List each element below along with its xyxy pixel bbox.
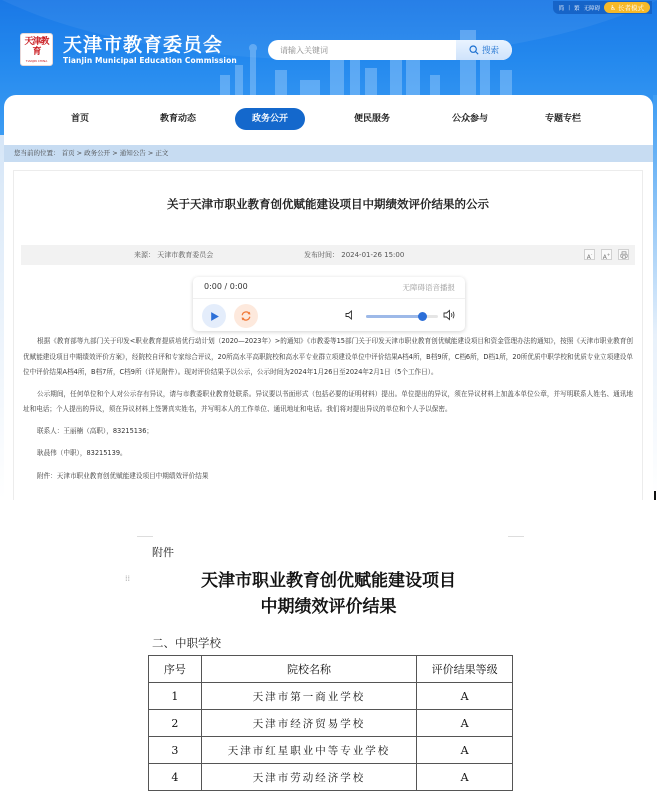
- logo-caption: TIANJIN CHINA: [25, 58, 48, 63]
- table-row: [149, 710, 513, 737]
- font-increase-icon: A+: [602, 252, 611, 261]
- logo-char: 天: [24, 36, 33, 47]
- article-publish-time: [304, 245, 404, 265]
- elder-mode-label: 长者模式: [618, 4, 644, 12]
- nav-item-government-affairs[interactable]: 政务公开: [235, 108, 305, 130]
- font-decrease-button[interactable]: [584, 249, 595, 260]
- nav-item-public-participation[interactable]: 公众参与: [451, 114, 488, 124]
- column-header-no: 序号: [149, 656, 202, 683]
- volume-low-icon[interactable]: [345, 310, 355, 320]
- cell-grade: A: [417, 710, 513, 737]
- audio-player: [193, 277, 465, 331]
- article-meta-bar: [21, 245, 635, 265]
- breadcrumb-separator: >: [147, 149, 156, 157]
- search-button[interactable]: [456, 40, 512, 60]
- cell-grade: A: [417, 683, 513, 710]
- refresh-icon: [240, 310, 252, 322]
- table-row: [149, 764, 513, 791]
- cell-school: 天津市经济贸易学校: [201, 710, 416, 737]
- search-icon: [469, 45, 479, 55]
- site-logo[interactable]: [20, 33, 53, 66]
- page-corner-mark: [508, 536, 524, 537]
- site-subtitle: Tianjin Municipal Education Commission: [63, 56, 237, 65]
- contact-line: 耿晨伟（中职），83215139。: [37, 449, 127, 457]
- contact-line: 联系人：王丽楠（高职），83215136；: [37, 426, 153, 435]
- print-icon: [620, 251, 628, 259]
- cell-no: 4: [149, 764, 202, 791]
- document-title-line: 天津市职业教育创优赋能建设项目: [201, 571, 456, 591]
- simplified-chinese-link[interactable]: 简: [558, 5, 565, 12]
- audio-player-label: 无障碍语音播报: [402, 283, 455, 292]
- font-decrease-icon: A-: [586, 252, 593, 261]
- logo-seal: [24, 37, 50, 58]
- cell-no: 3: [149, 737, 202, 764]
- breadcrumb-separator: >: [112, 149, 120, 157]
- nav-item-public-services[interactable]: 便民服务: [353, 114, 390, 124]
- source-value: 天津市教育委员会: [157, 251, 214, 259]
- document-section-heading: 二、中职学校: [152, 636, 221, 650]
- cell-grade: A: [417, 764, 513, 791]
- article-body: [23, 334, 633, 491]
- cell-school: 天津市劳动经济学校: [201, 764, 416, 791]
- volume-slider-handle[interactable]: [418, 312, 427, 321]
- print-button[interactable]: [618, 249, 629, 260]
- table-row: [149, 683, 513, 710]
- document-attach-label: 附件: [152, 546, 174, 559]
- wheelchair-icon: ♿: [610, 3, 616, 12]
- logo-char: 津: [32, 36, 41, 47]
- document-title: [0, 568, 657, 620]
- nav-item-home[interactable]: 首页: [70, 114, 89, 124]
- play-button[interactable]: [202, 304, 226, 328]
- publish-value: 2024-01-26 15:00: [341, 251, 405, 259]
- breadcrumb-separator: >: [76, 149, 85, 157]
- cell-school: 天津市第一商业学校: [201, 683, 416, 710]
- cell-grade: A: [417, 737, 513, 764]
- separator: |: [568, 4, 571, 11]
- search-button-label: 搜索: [481, 46, 499, 56]
- page-corner-mark: [137, 536, 153, 537]
- volume-high-icon[interactable]: [443, 309, 456, 321]
- article-paragraph: 根据《教育部等九部门关于印发<职业教育提质培优行动计划（2020—2023年）>的通知》《市教委等15部门关于印发天津市职业教育创优赋能建设项目和资金管理办法的通知》，按照《天津市职业教育创优赋能建设项目中期绩效评价方案》，经院校自评和专家综合评议，20所高水平高职院校和高水平专业群立项建设单位中评价结果A档4所，B档9所，C档6所，D档1所，20所优质中职学校和优质专业立项建设单位中评价结果A档4所，B档7所，C档9所（详见附件）。现对评价结果予以公示，公示时间为2024年1月26日至2024年2月1日（5个工作日）。: [23, 337, 633, 376]
- column-header-grade: 评价结果等级: [417, 656, 513, 683]
- replay-button[interactable]: [234, 304, 258, 328]
- top-utility-bar: [553, 1, 652, 14]
- main-nav: [4, 95, 653, 145]
- elder-mode-button[interactable]: [604, 2, 650, 13]
- breadcrumb: [4, 145, 653, 162]
- font-increase-button[interactable]: [601, 249, 612, 260]
- cell-no: 1: [149, 683, 202, 710]
- breadcrumb-prefix: 您当前的位置：: [14, 149, 60, 157]
- accessibility-link[interactable]: 无障碍: [583, 5, 601, 12]
- breadcrumb-item-home[interactable]: 首页: [61, 149, 75, 157]
- page-border: [0, 135, 4, 500]
- volume-slider[interactable]: [366, 315, 438, 318]
- divider: [193, 298, 465, 299]
- column-header-school: 院校名称: [201, 656, 416, 683]
- volume-slider-fill: [366, 315, 422, 318]
- traditional-chinese-link[interactable]: 繁: [574, 5, 580, 12]
- attachment-link[interactable]: 附件：天津市职业教育创优赋能建设项目中期绩效评价结果: [37, 471, 209, 480]
- breadcrumb-item-government-affairs[interactable]: 政务公开: [84, 149, 111, 157]
- breadcrumb-item-current: 正文: [155, 149, 169, 157]
- logo-char: 教: [40, 36, 49, 47]
- nav-item-special-topics[interactable]: 专题专栏: [544, 114, 581, 124]
- cell-school: 天津市红星职业中等专业学校: [201, 737, 416, 764]
- logo-char: 育: [32, 47, 41, 57]
- breadcrumb-item-notices[interactable]: 通知公告: [119, 149, 146, 157]
- site-title[interactable]: 天津市教育委员会: [63, 34, 224, 56]
- table-row: [149, 737, 513, 764]
- search-input[interactable]: [268, 40, 456, 60]
- page-border: [653, 95, 657, 495]
- cell-no: 2: [149, 710, 202, 737]
- nav-item-education-news[interactable]: 教育动态: [159, 114, 196, 124]
- article-paragraph: 公示期间，任何单位和个人对公示存有异议，请与市教委职业教育处联系。异议要以书面形式（包括必要的证明材料）提出。单位提出的异议，须在异议材料上加盖本单位公章，并写明联系人姓名、通讯地址和电话；个人提出的异议，须在异议材料上签署真实姓名，并写明本人的工作单位、通讯地址和电话。我们将对提出异议的单位和个人予以保密。: [23, 389, 633, 413]
- audio-time: 0:00 / 0:00: [204, 282, 248, 291]
- publish-label: 发布时间：: [304, 251, 339, 259]
- attachment-document: [0, 500, 657, 794]
- document-title-line: 中期绩效评价结果: [260, 597, 397, 617]
- drag-handle-icon[interactable]: ⁞⁞: [125, 574, 131, 583]
- article-source: [134, 245, 213, 265]
- text-cursor: [654, 491, 656, 500]
- results-table: [148, 655, 513, 791]
- source-label: 来源：: [134, 251, 155, 259]
- search-bar: [268, 40, 512, 60]
- article-title: 关于天津市职业教育创优赋能建设项目中期绩效评价结果的公示: [167, 197, 489, 211]
- table-header-row: [149, 656, 513, 683]
- play-icon: [209, 311, 220, 322]
- article-tools: [584, 249, 629, 260]
